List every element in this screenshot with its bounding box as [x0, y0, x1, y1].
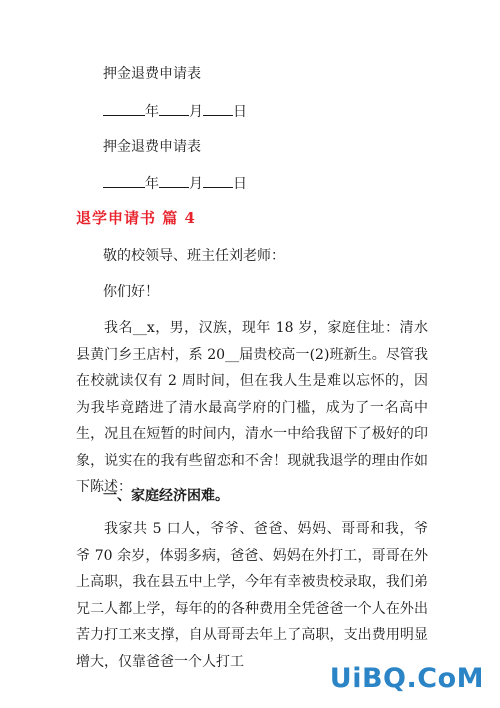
year-blank [103, 173, 145, 188]
form-title: 押金退费申请表 [103, 139, 201, 155]
form-title: 押金退费申请表 [103, 66, 201, 82]
month-blank [159, 173, 189, 188]
section-heading: 退学申请书 篇 4 [76, 209, 196, 227]
day-label: 日 [233, 176, 247, 192]
salutation: 敬的校领导、班主任刘老师： [103, 248, 285, 264]
year-blank [103, 101, 145, 116]
date-line [103, 173, 247, 194]
body-paragraph: 我家共 5 口人，爷爷、爸爸、妈妈、哥哥和我，爷爷 70 余岁，体弱多病，爸爸、妈妈在外打工，哥哥在外上高职，我在县五中上学，今年有幸被贵校录取，我们弟兄二人都上学，每年的的各种费用全凭爸爸一个人在外出苦力打工来支撑，自从哥哥去年上了高职，支出费用明显增大，仅靠爸爸一个人打工 [76, 521, 428, 670]
year-label: 年 [145, 176, 159, 192]
day-blank [203, 173, 233, 188]
body-paragraph: 我名__x，男，汉族，现年 18 岁，家庭住址：清水县黄门乡王店村，系 20__届贵校高一(2)班新生。尽管我在校就读仅有 2 周时间，但在我人生是难以忘怀的，因为我毕竟踏进了清水最高学府的门槛，成为了一名高中生，况且在短暂的时间内，清水一中给我留下了极好的印象，说实在的我有些留恋和不舍！现就我退学的理由作如下陈述： [76, 320, 428, 495]
month-blank [159, 101, 189, 116]
month-label: 月 [189, 176, 203, 192]
subheading: 一、家庭经济困难。 [103, 488, 229, 504]
watermark-logo: UiBQ.CoM [329, 663, 484, 694]
month-label: 月 [189, 104, 203, 120]
day-label: 日 [233, 104, 247, 120]
greeting: 你们好！ [103, 284, 159, 300]
date-line [103, 101, 247, 122]
day-blank [203, 101, 233, 116]
year-label: 年 [145, 104, 159, 120]
